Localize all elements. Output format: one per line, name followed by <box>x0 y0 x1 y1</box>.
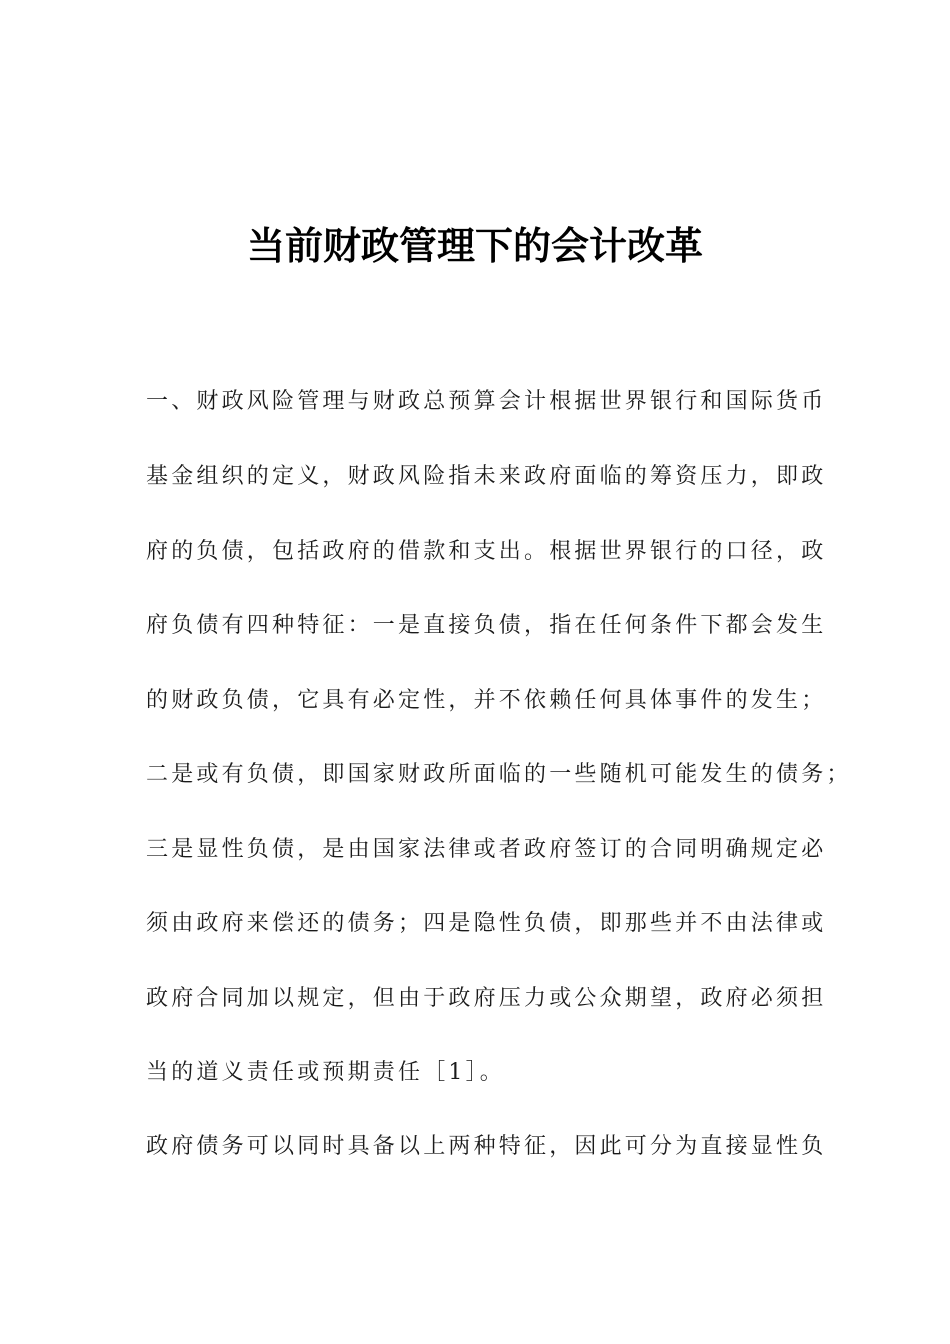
paragraph-line: 当的道义责任或预期责任［1］。 <box>146 1060 505 1085</box>
paragraph-line: 三是显性负债，是由国家法律或者政府签订的合同明确规定必 <box>146 837 827 862</box>
paragraph-line: 须由政府来偿还的债务；四是隐性负债，即那些并不由法律或 <box>146 911 827 936</box>
paragraph-line: 一、财政风险管理与财政总预算会计根据世界银行和国际货币 <box>146 389 827 414</box>
paragraph-line: 政府债务可以同时具备以上两种特征，因此可分为直接显性负 <box>146 1134 827 1159</box>
paragraph-line: 二是或有负债，即国家财政所面临的一些随机可能发生的债务； <box>146 762 852 787</box>
paragraph-line: 府负债有四种特征：一是直接负债，指在任何条件下都会发生 <box>146 613 827 638</box>
paragraph-line: 的财政负债，它具有必定性，并不依赖任何具体事件的发生； <box>146 688 827 713</box>
paragraph-line: 基金组织的定义，财政风险指未来政府面临的筹资压力，即政 <box>146 464 827 489</box>
document-title: 当前财政管理下的会计改革 <box>246 224 703 268</box>
paragraph-line: 府的负债，包括政府的借款和支出。根据世界银行的口径，政 <box>146 539 827 564</box>
paragraph-line: 政府合同加以规定，但由于政府压力或公众期望，政府必须担 <box>146 986 827 1011</box>
